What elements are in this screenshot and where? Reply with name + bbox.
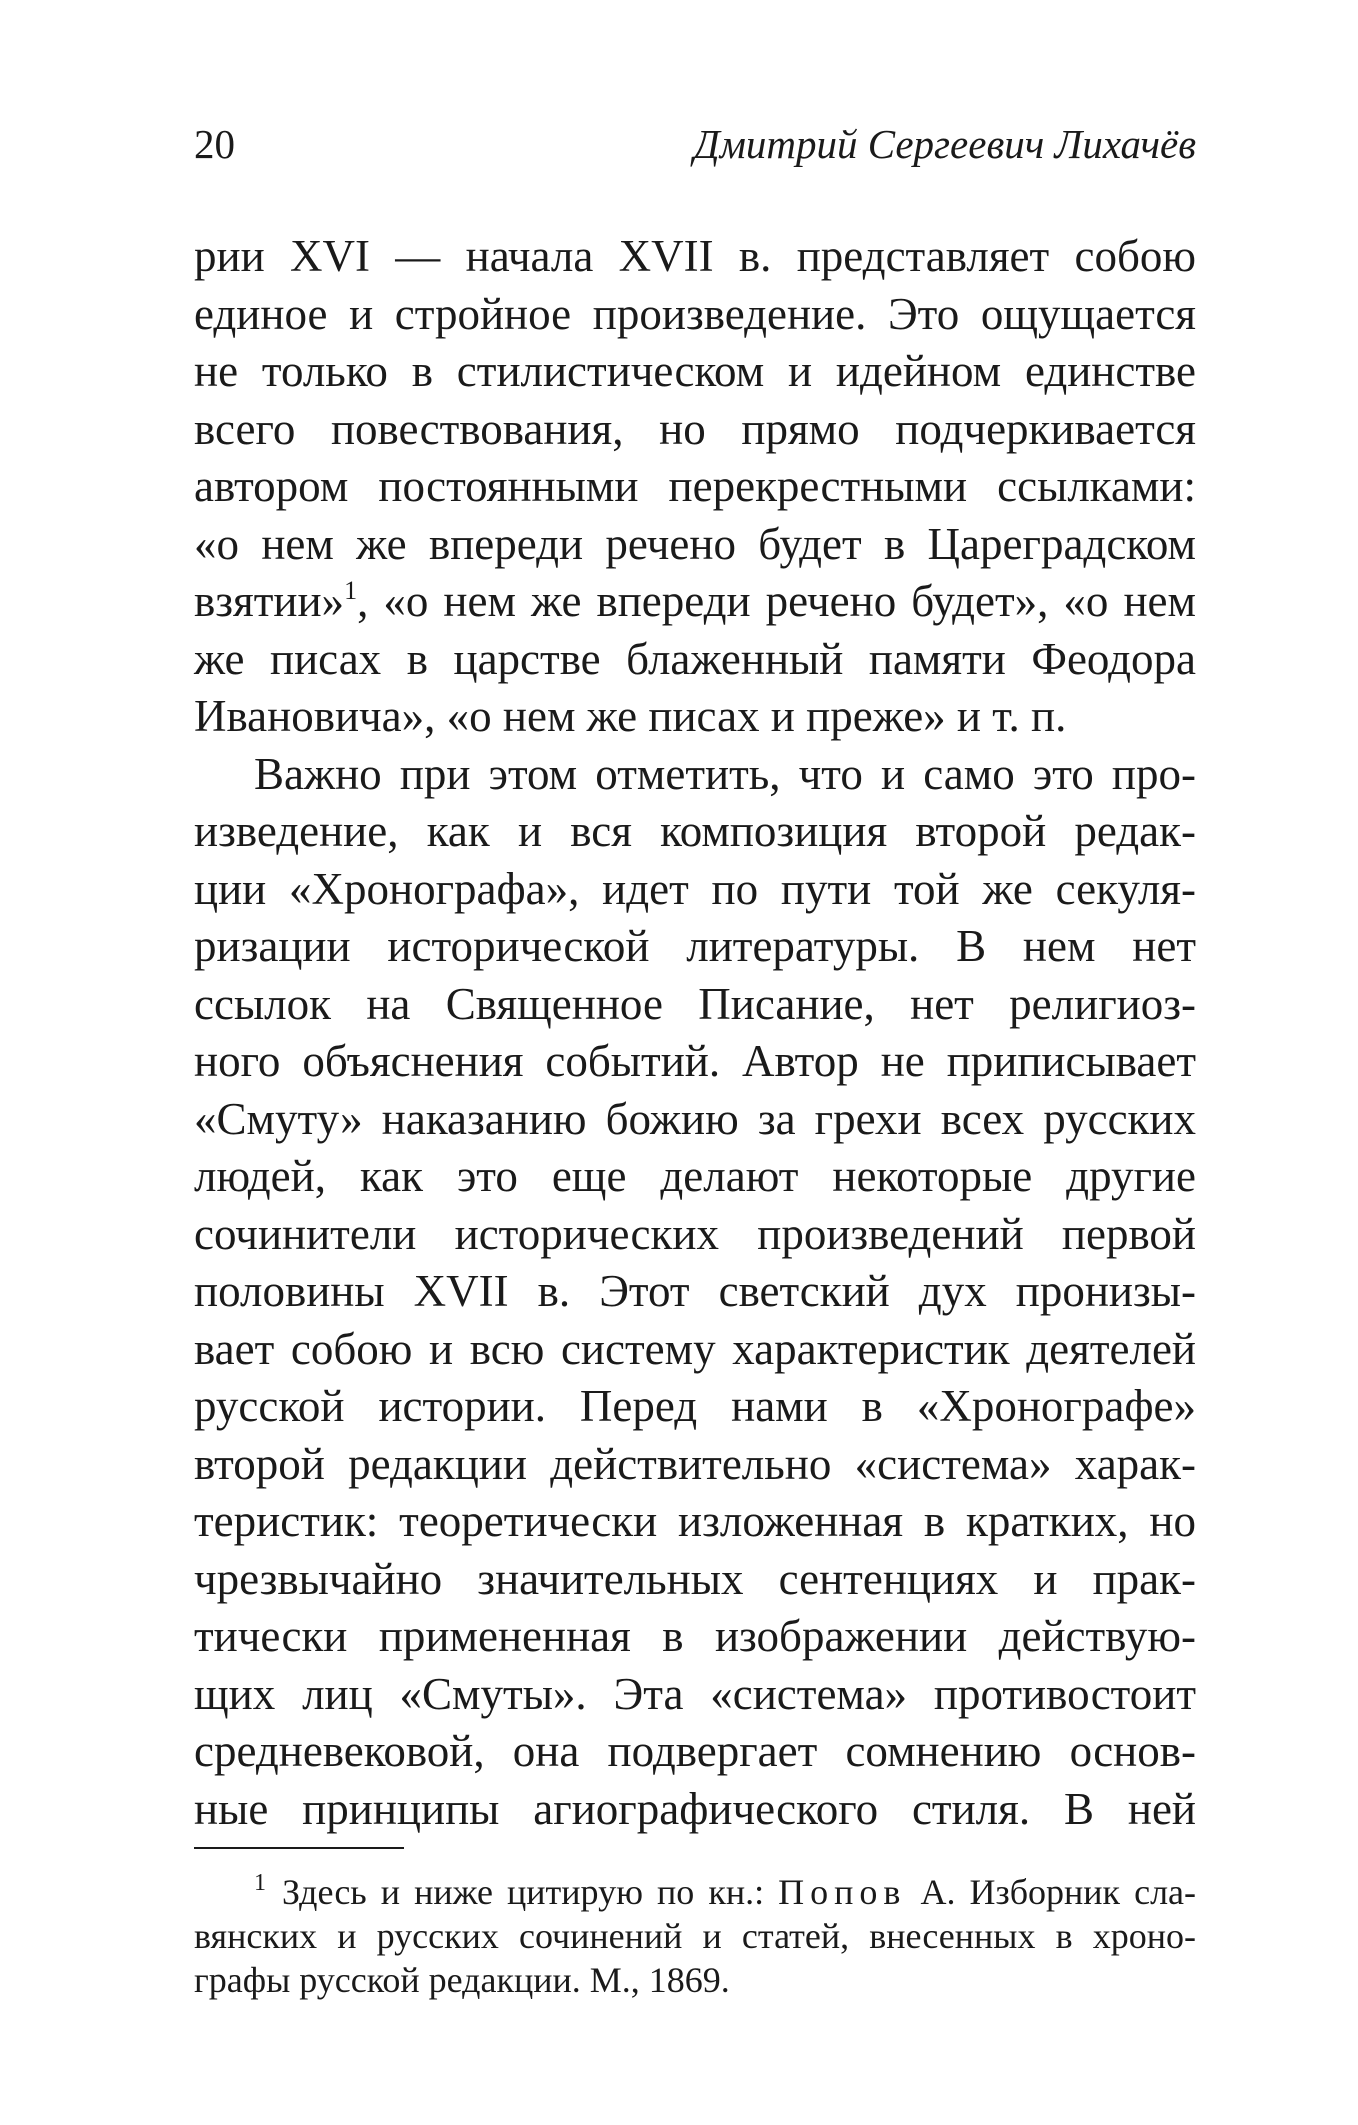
footnote bbox=[194, 1870, 1196, 2002]
text-line: теристик: теоретически изложенная в кратких, но bbox=[194, 1496, 1196, 1546]
text-line: ции «Хронографа», идет по пути той же секуля- bbox=[194, 863, 1196, 914]
text-line: не только в стилистическом и идейном единстве bbox=[194, 346, 1196, 396]
footnote-divider bbox=[194, 1847, 404, 1849]
text-line: вает собою и всю систему характеристик деятелей bbox=[194, 1323, 1196, 1374]
text-line: средневековой, она подвергает сомнению основ- bbox=[194, 1726, 1196, 1776]
page-header bbox=[194, 118, 1196, 170]
text-line: единое и стройное произведение. Это ощущается bbox=[194, 288, 1196, 339]
text-line: тически примененная в изображении действую- bbox=[194, 1611, 1196, 1661]
text-line: щих лиц «Смуты». Эта «система» противостоит bbox=[194, 1668, 1196, 1719]
page-number: 20 bbox=[194, 121, 235, 167]
footnote-reference[interactable]: 1 bbox=[344, 576, 358, 605]
text-line: второй редакции действительно «система» харак- bbox=[194, 1438, 1196, 1489]
text-line: ризации исторической литературы. В нем нет bbox=[194, 921, 1196, 971]
paragraph-1 bbox=[194, 228, 1196, 746]
body-text bbox=[194, 228, 1196, 1838]
text-line: изведение, как и вся композиция второй редак- bbox=[194, 806, 1196, 856]
text-line: сочинители исторических произведений первой bbox=[194, 1208, 1196, 1259]
footnote-text: Здесь и ниже цитирую по кн.: bbox=[282, 1872, 779, 1912]
footnote-author: Попов bbox=[778, 1872, 907, 1912]
text-line: «о нем же впереди речено будет в Цареградском bbox=[194, 518, 1196, 569]
text-line: рии XVI — начала XVII в. представляет собою bbox=[194, 231, 1196, 281]
text-segment: взятии» bbox=[194, 576, 345, 626]
text-line: автором постоянными перекрестными ссылками: bbox=[194, 461, 1196, 511]
footnote-line: вянских и русских сочинений и статей, внесенных в хроно- bbox=[194, 1916, 1196, 1956]
text-line: русской истории. Перед нами в «Хронографе» bbox=[194, 1381, 1196, 1431]
text-line: половины XVII в. Этот светский дух пронизы- bbox=[194, 1266, 1196, 1316]
text-line: людей, как это еще делают некоторые другие bbox=[194, 1151, 1196, 1201]
text-line: Важно при этом отметить, что и само это про- bbox=[254, 748, 1196, 799]
running-head: Дмитрий Сергеевич Лихачёв bbox=[693, 121, 1196, 167]
text-line: всего повествования, но прямо подчеркивается bbox=[194, 403, 1196, 454]
text-line: ные принципы агиографического стиля. В ней bbox=[194, 1783, 1196, 1834]
text-line: чрезвычайно значительных сентенциях и прак- bbox=[194, 1553, 1196, 1604]
footnote-marker: 1 bbox=[254, 1870, 266, 1896]
footnote-line bbox=[194, 1870, 1196, 1914]
footnote-line: графы русской редакции. М., 1869. bbox=[194, 1960, 730, 2000]
text-segment: , «о нем же впереди речено будет», «о нем bbox=[357, 576, 1196, 626]
text-line: ного объяснения событий. Автор не приписывает bbox=[194, 1036, 1196, 1086]
text-line: же писах в царстве блаженный памяти Феодора bbox=[194, 633, 1196, 684]
text-line: Ивановича», «о нем же писах и преже» и т. п. bbox=[194, 691, 1067, 741]
footnote-text: А. Изборник сла- bbox=[906, 1872, 1197, 1912]
text-line: «Смуту» наказанию божию за грехи всех русских bbox=[194, 1093, 1196, 1144]
paragraph-2 bbox=[194, 746, 1196, 1839]
text-line: ссылок на Священное Писание, нет религиоз- bbox=[194, 978, 1196, 1029]
text-line-with-footnote-ref bbox=[194, 573, 1196, 631]
